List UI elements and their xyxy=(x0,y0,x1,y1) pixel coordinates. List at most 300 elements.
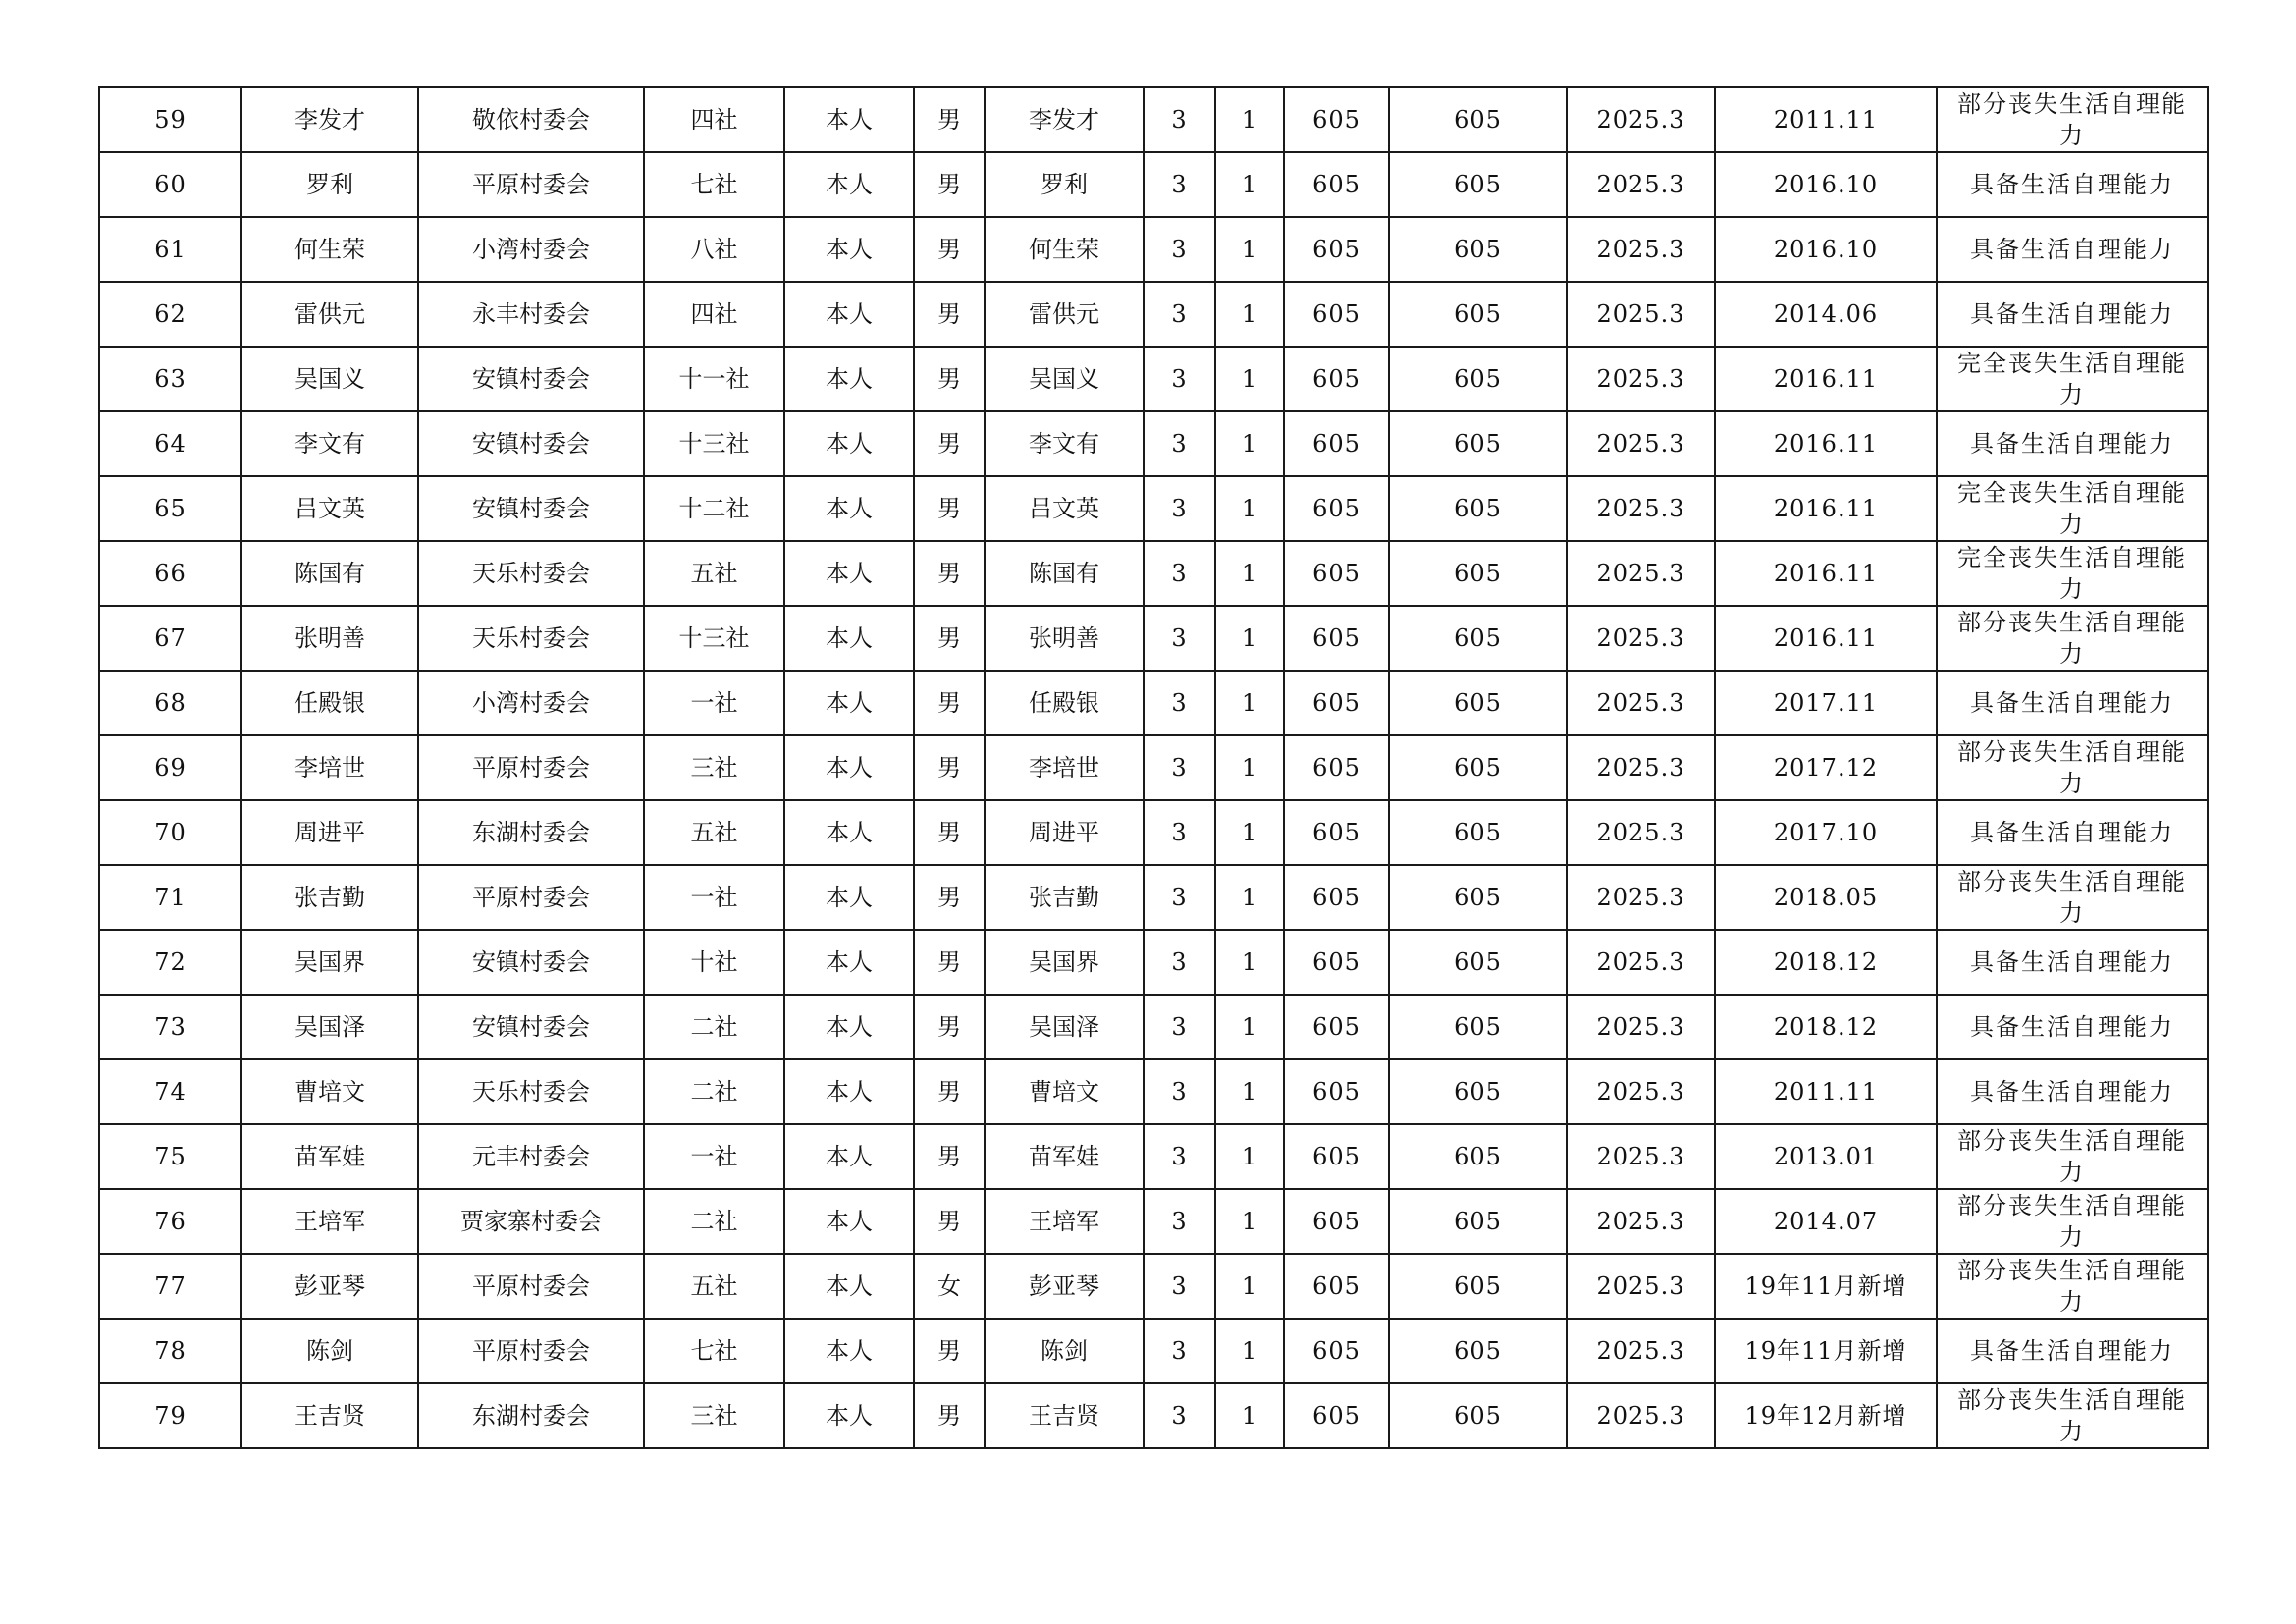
cell-amount-a: 605 xyxy=(1284,1254,1389,1319)
cell-row-number: 70 xyxy=(99,800,241,865)
cell-row-number: 68 xyxy=(99,671,241,735)
cell-col-3: 3 xyxy=(1144,995,1215,1059)
cell-village-committee: 平原村委会 xyxy=(418,1319,644,1383)
cell-name: 吴国义 xyxy=(241,347,418,411)
cell-village-committee: 贾家寨村委会 xyxy=(418,1189,644,1254)
table-row xyxy=(99,995,2208,1059)
cell-group: 七社 xyxy=(644,1319,784,1383)
cell-start-date: 2016.10 xyxy=(1715,217,1937,282)
cell-group: 五社 xyxy=(644,800,784,865)
cell-period: 2025.3 xyxy=(1567,476,1715,541)
cell-name: 吴国界 xyxy=(241,930,418,995)
cell-self-care-status: 具备生活自理能力 xyxy=(1937,800,2208,865)
cell-gender: 男 xyxy=(914,152,985,217)
cell-name: 雷供元 xyxy=(241,282,418,347)
cell-relation: 本人 xyxy=(784,606,914,671)
cell-gender: 男 xyxy=(914,476,985,541)
cell-self-care-status: 具备生活自理能力 xyxy=(1937,282,2208,347)
cell-village-committee: 小湾村委会 xyxy=(418,671,644,735)
cell-period: 2025.3 xyxy=(1567,1124,1715,1189)
cell-amount-b: 605 xyxy=(1389,282,1567,347)
cell-amount-a: 605 xyxy=(1284,1124,1389,1189)
cell-col-1: 1 xyxy=(1215,541,1284,606)
cell-name: 曹培文 xyxy=(241,1059,418,1124)
cell-relation: 本人 xyxy=(784,1059,914,1124)
cell-period: 2025.3 xyxy=(1567,152,1715,217)
cell-self-care-status: 具备生活自理能力 xyxy=(1937,995,2208,1059)
cell-start-date: 2014.07 xyxy=(1715,1189,1937,1254)
cell-village-committee: 东湖村委会 xyxy=(418,800,644,865)
cell-amount-a: 605 xyxy=(1284,606,1389,671)
cell-self-care-status: 具备生活自理能力 xyxy=(1937,152,2208,217)
cell-row-number: 59 xyxy=(99,87,241,152)
cell-group: 二社 xyxy=(644,995,784,1059)
cell-amount-a: 605 xyxy=(1284,87,1389,152)
cell-household-head: 李培世 xyxy=(985,735,1144,800)
cell-relation: 本人 xyxy=(784,541,914,606)
cell-amount-a: 605 xyxy=(1284,1059,1389,1124)
cell-col-1: 1 xyxy=(1215,606,1284,671)
table-row xyxy=(99,1059,2208,1124)
cell-period: 2025.3 xyxy=(1567,606,1715,671)
cell-name: 吴国泽 xyxy=(241,995,418,1059)
table-row xyxy=(99,865,2208,930)
cell-self-care-status: 部分丧失生活自理能力 xyxy=(1937,735,2208,800)
cell-group: 十三社 xyxy=(644,411,784,476)
cell-row-number: 73 xyxy=(99,995,241,1059)
cell-gender: 男 xyxy=(914,217,985,282)
cell-col-3: 3 xyxy=(1144,541,1215,606)
cell-relation: 本人 xyxy=(784,152,914,217)
cell-period: 2025.3 xyxy=(1567,217,1715,282)
cell-col-3: 3 xyxy=(1144,347,1215,411)
cell-relation: 本人 xyxy=(784,1124,914,1189)
cell-start-date: 2018.12 xyxy=(1715,995,1937,1059)
table-row xyxy=(99,282,2208,347)
cell-amount-a: 605 xyxy=(1284,541,1389,606)
cell-row-number: 63 xyxy=(99,347,241,411)
cell-village-committee: 平原村委会 xyxy=(418,865,644,930)
cell-start-date: 2016.11 xyxy=(1715,541,1937,606)
cell-self-care-status: 部分丧失生活自理能力 xyxy=(1937,1383,2208,1448)
cell-household-head: 曹培文 xyxy=(985,1059,1144,1124)
cell-amount-a: 605 xyxy=(1284,476,1389,541)
cell-relation: 本人 xyxy=(784,865,914,930)
cell-self-care-status: 部分丧失生活自理能力 xyxy=(1937,1124,2208,1189)
cell-start-date: 2016.10 xyxy=(1715,152,1937,217)
cell-self-care-status: 完全丧失生活自理能力 xyxy=(1937,476,2208,541)
table-row xyxy=(99,87,2208,152)
cell-relation: 本人 xyxy=(784,735,914,800)
cell-col-3: 3 xyxy=(1144,282,1215,347)
cell-gender: 男 xyxy=(914,995,985,1059)
cell-start-date: 2017.10 xyxy=(1715,800,1937,865)
cell-row-number: 75 xyxy=(99,1124,241,1189)
cell-household-head: 雷供元 xyxy=(985,282,1144,347)
table-row xyxy=(99,1383,2208,1448)
beneficiary-table xyxy=(98,86,2209,1449)
cell-group: 十二社 xyxy=(644,476,784,541)
cell-self-care-status: 完全丧失生活自理能力 xyxy=(1937,347,2208,411)
cell-col-3: 3 xyxy=(1144,217,1215,282)
cell-row-number: 61 xyxy=(99,217,241,282)
cell-household-head: 吴国义 xyxy=(985,347,1144,411)
cell-group: 十一社 xyxy=(644,347,784,411)
cell-relation: 本人 xyxy=(784,1254,914,1319)
cell-group: 五社 xyxy=(644,541,784,606)
cell-amount-a: 605 xyxy=(1284,152,1389,217)
cell-gender: 男 xyxy=(914,1124,985,1189)
cell-gender: 男 xyxy=(914,606,985,671)
cell-amount-b: 605 xyxy=(1389,1254,1567,1319)
cell-village-committee: 天乐村委会 xyxy=(418,1059,644,1124)
cell-household-head: 吴国泽 xyxy=(985,995,1144,1059)
cell-row-number: 79 xyxy=(99,1383,241,1448)
cell-row-number: 74 xyxy=(99,1059,241,1124)
cell-amount-b: 605 xyxy=(1389,1383,1567,1448)
cell-name: 任殿银 xyxy=(241,671,418,735)
cell-amount-a: 605 xyxy=(1284,1383,1389,1448)
cell-period: 2025.3 xyxy=(1567,865,1715,930)
table-row xyxy=(99,411,2208,476)
cell-name: 王吉贤 xyxy=(241,1383,418,1448)
cell-col-1: 1 xyxy=(1215,217,1284,282)
cell-village-committee: 安镇村委会 xyxy=(418,347,644,411)
table-row xyxy=(99,1254,2208,1319)
cell-gender: 男 xyxy=(914,865,985,930)
cell-village-committee: 小湾村委会 xyxy=(418,217,644,282)
cell-name: 张吉勤 xyxy=(241,865,418,930)
cell-relation: 本人 xyxy=(784,671,914,735)
cell-col-1: 1 xyxy=(1215,152,1284,217)
cell-start-date: 2016.11 xyxy=(1715,606,1937,671)
cell-household-head: 王培军 xyxy=(985,1189,1144,1254)
cell-group: 一社 xyxy=(644,865,784,930)
cell-name: 彭亚琴 xyxy=(241,1254,418,1319)
cell-col-3: 3 xyxy=(1144,152,1215,217)
cell-relation: 本人 xyxy=(784,1189,914,1254)
cell-relation: 本人 xyxy=(784,800,914,865)
cell-col-3: 3 xyxy=(1144,1319,1215,1383)
cell-group: 七社 xyxy=(644,152,784,217)
cell-amount-a: 605 xyxy=(1284,411,1389,476)
cell-col-1: 1 xyxy=(1215,735,1284,800)
cell-amount-b: 605 xyxy=(1389,606,1567,671)
cell-name: 王培军 xyxy=(241,1189,418,1254)
cell-start-date: 2011.11 xyxy=(1715,87,1937,152)
cell-col-1: 1 xyxy=(1215,1319,1284,1383)
cell-col-1: 1 xyxy=(1215,671,1284,735)
cell-amount-b: 605 xyxy=(1389,87,1567,152)
cell-col-3: 3 xyxy=(1144,1189,1215,1254)
cell-col-3: 3 xyxy=(1144,1383,1215,1448)
cell-name: 陈剑 xyxy=(241,1319,418,1383)
cell-amount-b: 605 xyxy=(1389,541,1567,606)
cell-row-number: 77 xyxy=(99,1254,241,1319)
cell-name: 吕文英 xyxy=(241,476,418,541)
table-row xyxy=(99,1189,2208,1254)
cell-amount-b: 605 xyxy=(1389,152,1567,217)
cell-gender: 男 xyxy=(914,671,985,735)
cell-self-care-status: 具备生活自理能力 xyxy=(1937,411,2208,476)
cell-start-date: 2017.11 xyxy=(1715,671,1937,735)
cell-relation: 本人 xyxy=(784,347,914,411)
cell-group: 三社 xyxy=(644,1383,784,1448)
cell-self-care-status: 部分丧失生活自理能力 xyxy=(1937,1254,2208,1319)
cell-amount-a: 605 xyxy=(1284,1189,1389,1254)
cell-village-committee: 安镇村委会 xyxy=(418,411,644,476)
table-row xyxy=(99,800,2208,865)
table-row xyxy=(99,735,2208,800)
cell-household-head: 陈剑 xyxy=(985,1319,1144,1383)
cell-amount-a: 605 xyxy=(1284,735,1389,800)
cell-household-head: 罗利 xyxy=(985,152,1144,217)
cell-amount-a: 605 xyxy=(1284,865,1389,930)
cell-start-date: 2016.11 xyxy=(1715,411,1937,476)
cell-name: 周进平 xyxy=(241,800,418,865)
cell-row-number: 71 xyxy=(99,865,241,930)
cell-amount-b: 605 xyxy=(1389,1189,1567,1254)
cell-gender: 男 xyxy=(914,800,985,865)
cell-village-committee: 天乐村委会 xyxy=(418,606,644,671)
cell-col-1: 1 xyxy=(1215,930,1284,995)
cell-row-number: 64 xyxy=(99,411,241,476)
cell-period: 2025.3 xyxy=(1567,995,1715,1059)
cell-period: 2025.3 xyxy=(1567,87,1715,152)
cell-group: 三社 xyxy=(644,735,784,800)
cell-household-head: 苗军娃 xyxy=(985,1124,1144,1189)
cell-amount-b: 605 xyxy=(1389,865,1567,930)
cell-self-care-status: 具备生活自理能力 xyxy=(1937,930,2208,995)
cell-self-care-status: 具备生活自理能力 xyxy=(1937,671,2208,735)
cell-col-1: 1 xyxy=(1215,800,1284,865)
cell-self-care-status: 部分丧失生活自理能力 xyxy=(1937,87,2208,152)
cell-col-1: 1 xyxy=(1215,282,1284,347)
cell-group: 一社 xyxy=(644,671,784,735)
cell-col-1: 1 xyxy=(1215,865,1284,930)
cell-household-head: 吕文英 xyxy=(985,476,1144,541)
cell-col-1: 1 xyxy=(1215,476,1284,541)
cell-col-3: 3 xyxy=(1144,1059,1215,1124)
cell-amount-b: 605 xyxy=(1389,671,1567,735)
cell-group: 十社 xyxy=(644,930,784,995)
cell-row-number: 69 xyxy=(99,735,241,800)
cell-col-1: 1 xyxy=(1215,411,1284,476)
cell-gender: 男 xyxy=(914,1319,985,1383)
cell-amount-b: 605 xyxy=(1389,476,1567,541)
cell-relation: 本人 xyxy=(784,995,914,1059)
cell-col-3: 3 xyxy=(1144,671,1215,735)
table-row xyxy=(99,476,2208,541)
cell-self-care-status: 部分丧失生活自理能力 xyxy=(1937,1189,2208,1254)
table-row xyxy=(99,671,2208,735)
cell-self-care-status: 具备生活自理能力 xyxy=(1937,217,2208,282)
cell-gender: 男 xyxy=(914,87,985,152)
cell-col-1: 1 xyxy=(1215,347,1284,411)
cell-amount-b: 605 xyxy=(1389,347,1567,411)
cell-period: 2025.3 xyxy=(1567,671,1715,735)
cell-name: 张明善 xyxy=(241,606,418,671)
cell-start-date: 2014.06 xyxy=(1715,282,1937,347)
cell-relation: 本人 xyxy=(784,1319,914,1383)
cell-col-3: 3 xyxy=(1144,930,1215,995)
cell-gender: 男 xyxy=(914,347,985,411)
cell-household-head: 何生荣 xyxy=(985,217,1144,282)
cell-start-date: 2011.11 xyxy=(1715,1059,1937,1124)
cell-row-number: 60 xyxy=(99,152,241,217)
cell-amount-b: 605 xyxy=(1389,411,1567,476)
cell-name: 李培世 xyxy=(241,735,418,800)
cell-start-date: 2013.01 xyxy=(1715,1124,1937,1189)
cell-household-head: 吴国界 xyxy=(985,930,1144,995)
cell-village-committee: 安镇村委会 xyxy=(418,995,644,1059)
cell-col-3: 3 xyxy=(1144,411,1215,476)
cell-start-date: 19年11月新增 xyxy=(1715,1254,1937,1319)
cell-col-1: 1 xyxy=(1215,1383,1284,1448)
cell-group: 五社 xyxy=(644,1254,784,1319)
table-body xyxy=(99,87,2208,1448)
cell-period: 2025.3 xyxy=(1567,1189,1715,1254)
cell-group: 二社 xyxy=(644,1189,784,1254)
cell-amount-a: 605 xyxy=(1284,282,1389,347)
cell-amount-a: 605 xyxy=(1284,217,1389,282)
cell-household-head: 彭亚琴 xyxy=(985,1254,1144,1319)
cell-household-head: 王吉贤 xyxy=(985,1383,1144,1448)
cell-self-care-status: 具备生活自理能力 xyxy=(1937,1059,2208,1124)
cell-row-number: 66 xyxy=(99,541,241,606)
cell-amount-b: 605 xyxy=(1389,1319,1567,1383)
cell-amount-b: 605 xyxy=(1389,1059,1567,1124)
cell-amount-a: 605 xyxy=(1284,930,1389,995)
cell-gender: 男 xyxy=(914,411,985,476)
cell-village-committee: 敬依村委会 xyxy=(418,87,644,152)
cell-household-head: 张明善 xyxy=(985,606,1144,671)
cell-relation: 本人 xyxy=(784,476,914,541)
cell-group: 二社 xyxy=(644,1059,784,1124)
cell-start-date: 19年11月新增 xyxy=(1715,1319,1937,1383)
cell-start-date: 2018.12 xyxy=(1715,930,1937,995)
cell-period: 2025.3 xyxy=(1567,1059,1715,1124)
table-row xyxy=(99,541,2208,606)
table-row xyxy=(99,1124,2208,1189)
cell-gender: 男 xyxy=(914,735,985,800)
cell-amount-a: 605 xyxy=(1284,995,1389,1059)
cell-period: 2025.3 xyxy=(1567,541,1715,606)
cell-row-number: 62 xyxy=(99,282,241,347)
cell-amount-a: 605 xyxy=(1284,347,1389,411)
cell-gender: 男 xyxy=(914,930,985,995)
cell-village-committee: 东湖村委会 xyxy=(418,1383,644,1448)
cell-start-date: 2017.12 xyxy=(1715,735,1937,800)
cell-village-committee: 安镇村委会 xyxy=(418,476,644,541)
cell-col-3: 3 xyxy=(1144,800,1215,865)
cell-col-3: 3 xyxy=(1144,735,1215,800)
cell-amount-a: 605 xyxy=(1284,671,1389,735)
cell-household-head: 任殿银 xyxy=(985,671,1144,735)
cell-group: 十三社 xyxy=(644,606,784,671)
cell-col-1: 1 xyxy=(1215,1124,1284,1189)
table-row xyxy=(99,152,2208,217)
cell-start-date: 2016.11 xyxy=(1715,476,1937,541)
cell-household-head: 李发才 xyxy=(985,87,1144,152)
cell-relation: 本人 xyxy=(784,930,914,995)
cell-amount-b: 605 xyxy=(1389,735,1567,800)
cell-period: 2025.3 xyxy=(1567,735,1715,800)
cell-self-care-status: 部分丧失生活自理能力 xyxy=(1937,865,2208,930)
cell-col-1: 1 xyxy=(1215,1059,1284,1124)
cell-amount-b: 605 xyxy=(1389,217,1567,282)
cell-amount-b: 605 xyxy=(1389,1124,1567,1189)
cell-amount-b: 605 xyxy=(1389,800,1567,865)
cell-amount-b: 605 xyxy=(1389,995,1567,1059)
cell-amount-a: 605 xyxy=(1284,800,1389,865)
cell-row-number: 72 xyxy=(99,930,241,995)
cell-village-committee: 平原村委会 xyxy=(418,735,644,800)
cell-self-care-status: 部分丧失生活自理能力 xyxy=(1937,606,2208,671)
cell-start-date: 2016.11 xyxy=(1715,347,1937,411)
cell-village-committee: 平原村委会 xyxy=(418,1254,644,1319)
cell-name: 李文有 xyxy=(241,411,418,476)
cell-period: 2025.3 xyxy=(1567,282,1715,347)
cell-amount-b: 605 xyxy=(1389,930,1567,995)
table-row xyxy=(99,606,2208,671)
cell-col-3: 3 xyxy=(1144,476,1215,541)
cell-col-1: 1 xyxy=(1215,1254,1284,1319)
cell-relation: 本人 xyxy=(784,411,914,476)
cell-col-3: 3 xyxy=(1144,865,1215,930)
cell-self-care-status: 完全丧失生活自理能力 xyxy=(1937,541,2208,606)
cell-col-3: 3 xyxy=(1144,87,1215,152)
cell-row-number: 65 xyxy=(99,476,241,541)
cell-amount-a: 605 xyxy=(1284,1319,1389,1383)
cell-village-committee: 天乐村委会 xyxy=(418,541,644,606)
cell-start-date: 19年12月新增 xyxy=(1715,1383,1937,1448)
table-row xyxy=(99,217,2208,282)
cell-relation: 本人 xyxy=(784,282,914,347)
cell-gender: 男 xyxy=(914,282,985,347)
table-row xyxy=(99,347,2208,411)
cell-household-head: 周进平 xyxy=(985,800,1144,865)
cell-gender: 男 xyxy=(914,1059,985,1124)
cell-period: 2025.3 xyxy=(1567,1254,1715,1319)
cell-group: 四社 xyxy=(644,282,784,347)
cell-name: 苗军娃 xyxy=(241,1124,418,1189)
cell-village-committee: 元丰村委会 xyxy=(418,1124,644,1189)
cell-gender: 女 xyxy=(914,1254,985,1319)
cell-period: 2025.3 xyxy=(1567,1319,1715,1383)
cell-relation: 本人 xyxy=(784,1383,914,1448)
cell-col-3: 3 xyxy=(1144,1254,1215,1319)
cell-group: 八社 xyxy=(644,217,784,282)
cell-period: 2025.3 xyxy=(1567,800,1715,865)
cell-col-1: 1 xyxy=(1215,995,1284,1059)
cell-group: 一社 xyxy=(644,1124,784,1189)
cell-period: 2025.3 xyxy=(1567,1383,1715,1448)
table-row xyxy=(99,1319,2208,1383)
cell-village-committee: 永丰村委会 xyxy=(418,282,644,347)
cell-row-number: 78 xyxy=(99,1319,241,1383)
cell-name: 李发才 xyxy=(241,87,418,152)
cell-self-care-status: 具备生活自理能力 xyxy=(1937,1319,2208,1383)
cell-period: 2025.3 xyxy=(1567,411,1715,476)
cell-household-head: 李文有 xyxy=(985,411,1144,476)
cell-relation: 本人 xyxy=(784,217,914,282)
cell-relation: 本人 xyxy=(784,87,914,152)
cell-start-date: 2018.05 xyxy=(1715,865,1937,930)
cell-name: 罗利 xyxy=(241,152,418,217)
cell-gender: 男 xyxy=(914,541,985,606)
cell-name: 何生荣 xyxy=(241,217,418,282)
